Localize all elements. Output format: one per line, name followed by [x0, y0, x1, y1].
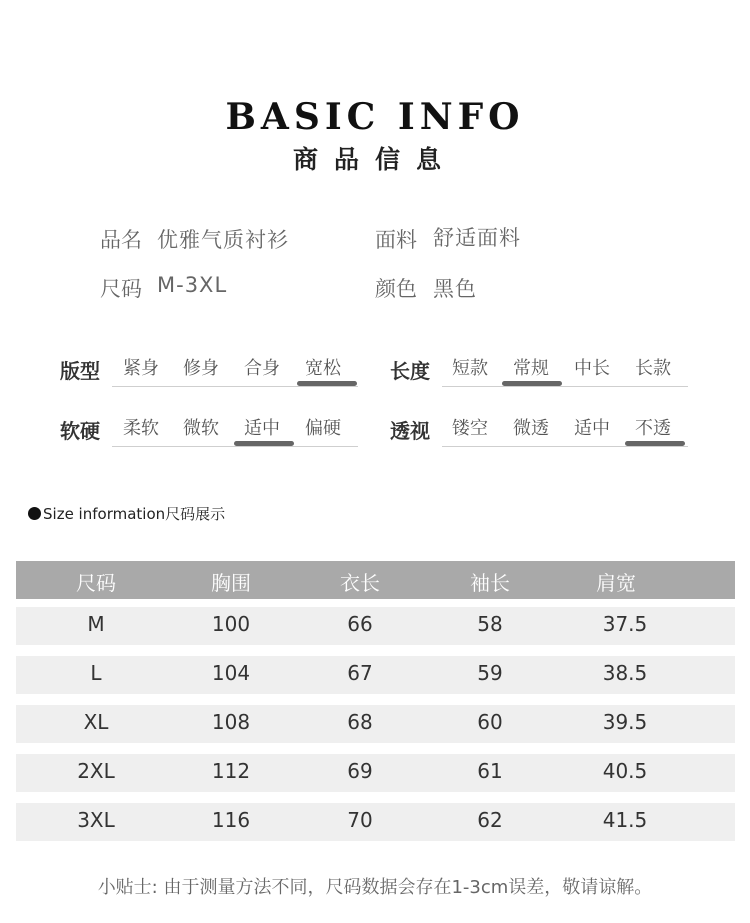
- attr-label-length: 长度: [390, 359, 430, 383]
- attr-option: 适中: [574, 418, 610, 439]
- attr-option: 镂空: [452, 418, 488, 439]
- attr-label-sheerness: 透视: [390, 419, 430, 443]
- table-header-cell: 衣长: [340, 571, 380, 595]
- table-row: [16, 803, 735, 841]
- table-cell: 62: [477, 808, 503, 832]
- size-section-heading: [28, 503, 225, 524]
- table-row: [16, 705, 735, 743]
- attr-option: 长款: [635, 358, 671, 379]
- selected-underline: [297, 381, 357, 386]
- table-header-cell: 肩宽: [596, 571, 636, 595]
- size-section-heading-text: Size information尺码展示: [43, 505, 226, 523]
- attr-option: 微软: [183, 418, 219, 439]
- table-cell: 68: [347, 710, 373, 734]
- table-row: [16, 754, 735, 792]
- attr-option-selected: 不透: [635, 418, 671, 439]
- table-cell: 112: [211, 759, 251, 783]
- attr-option-selected: 常规: [513, 358, 549, 379]
- table-cell: 37.5: [602, 612, 648, 636]
- measurement-tip: 小贴士: 由于测量方法不同，尺码数据会存在1-3cm误差，敬请谅解。: [97, 877, 653, 898]
- info-label-fabric: 面料: [375, 228, 417, 252]
- table-header-cell: 袖长: [470, 571, 510, 595]
- table-cell: 60: [477, 710, 503, 734]
- attr-label-softness: 软硬: [60, 419, 100, 443]
- table-cell: 100: [211, 612, 251, 636]
- title-chinese: 商品信息: [292, 145, 457, 174]
- attr-label-fit: 版型: [60, 359, 100, 383]
- info-value-name: 优雅气质衬衫: [157, 228, 289, 252]
- attr-option-selected: 适中: [244, 418, 280, 439]
- table-cell: 2XL: [77, 759, 115, 783]
- title-english: BASIC INFO: [225, 96, 525, 138]
- table-header-cell: 尺码: [76, 571, 116, 595]
- table-cell: 39.5: [602, 710, 648, 734]
- attr-option: 紧身: [123, 358, 159, 379]
- table-cell: 3XL: [77, 808, 115, 832]
- table-row: [16, 656, 735, 694]
- table-cell: 61: [477, 759, 503, 783]
- size-table-header: [16, 561, 735, 599]
- selected-underline: [502, 381, 562, 386]
- table-header-cell: 胸围: [211, 571, 251, 595]
- table-cell: 41.5: [602, 808, 648, 832]
- info-label-size: 尺码: [100, 277, 142, 301]
- info-label-color: 颜色: [375, 277, 417, 301]
- attr-option: 短款: [452, 358, 488, 379]
- attr-option-selected: 宽松: [305, 358, 341, 379]
- attr-option: 柔软: [123, 418, 159, 439]
- attr-option: 修身: [183, 358, 219, 379]
- table-cell: 38.5: [602, 661, 648, 685]
- info-label-name: 品名: [100, 228, 142, 252]
- table-cell: 70: [347, 808, 373, 832]
- attr-options-sheerness: [442, 412, 688, 447]
- attr-options-softness: [112, 412, 358, 447]
- selected-underline: [234, 441, 294, 446]
- table-cell: 58: [477, 612, 503, 636]
- attr-option: 中长: [574, 358, 610, 379]
- attr-options-length: [442, 352, 688, 387]
- attr-option: 微透: [513, 418, 549, 439]
- table-cell: 40.5: [602, 759, 648, 783]
- attr-option: 偏硬: [305, 418, 341, 439]
- table-cell: 104: [211, 661, 251, 685]
- table-cell: 66: [347, 612, 373, 636]
- table-cell: 69: [347, 759, 373, 783]
- attr-option: 合身: [244, 358, 280, 379]
- attr-options-fit: [112, 352, 358, 387]
- table-row: [16, 607, 735, 645]
- table-cell: 116: [211, 808, 251, 832]
- table-cell: 59: [477, 661, 503, 685]
- bullet-icon: [28, 507, 41, 520]
- table-cell: 67: [347, 661, 373, 685]
- table-cell: M: [87, 612, 105, 636]
- table-cell: 108: [211, 710, 251, 734]
- table-cell: XL: [83, 710, 109, 734]
- info-value-fabric: 舒适面料: [433, 226, 521, 250]
- selected-underline: [625, 441, 685, 446]
- info-value-color: 黑色: [433, 277, 477, 301]
- table-cell: L: [90, 661, 102, 685]
- info-value-size: M-3XL: [157, 273, 228, 297]
